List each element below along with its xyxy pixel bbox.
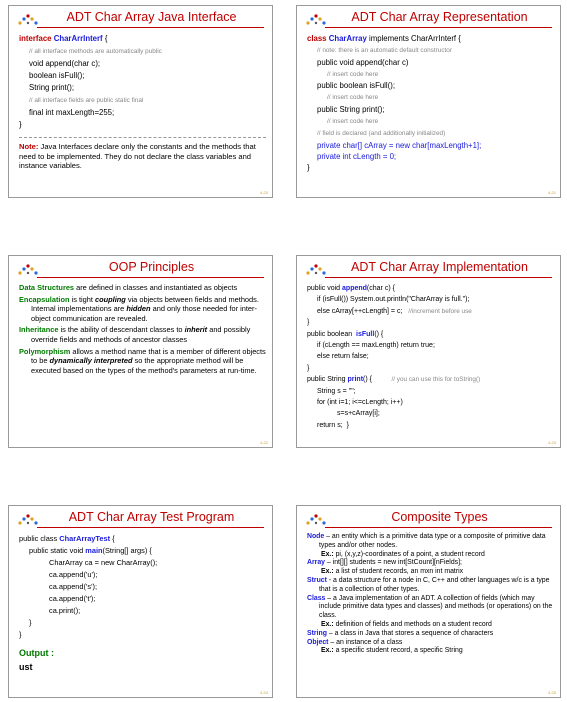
principle-item bbox=[19, 325, 266, 344]
code-comment: // you can use this for toString() bbox=[391, 376, 481, 384]
code-text: boolean isFull(); bbox=[29, 71, 85, 80]
code-text: } bbox=[307, 364, 310, 372]
code-block bbox=[19, 33, 266, 171]
code-line bbox=[307, 104, 554, 115]
code-line bbox=[19, 629, 266, 641]
code-line bbox=[307, 44, 554, 56]
principle-text: dynamically interpreted bbox=[49, 356, 133, 366]
note bbox=[19, 142, 266, 171]
example-line bbox=[307, 647, 554, 656]
example-line bbox=[307, 621, 554, 630]
code-text: implements CharArrInterf { bbox=[366, 34, 461, 43]
type-item bbox=[307, 630, 554, 639]
title-underline bbox=[37, 277, 264, 278]
dots-logo-icon bbox=[17, 512, 39, 526]
principle-text: is tight bbox=[69, 294, 95, 304]
principle-item bbox=[19, 295, 266, 324]
code-text: public void append(char c) bbox=[317, 57, 409, 67]
title-underline bbox=[325, 527, 552, 528]
slide-title: ADT Char Array Representation bbox=[351, 10, 528, 24]
code-line bbox=[307, 306, 554, 317]
code-line bbox=[19, 593, 266, 605]
slide-representation bbox=[296, 5, 561, 198]
code-text: else return false; bbox=[317, 353, 369, 361]
code-text: s=s+cArray[i]; bbox=[337, 410, 380, 418]
principle-text: and only those needed for inter-object communication are revealed. bbox=[31, 304, 257, 323]
dots-logo-icon bbox=[17, 12, 39, 26]
type-term: Struct bbox=[307, 576, 327, 584]
page-number: 4-21 bbox=[547, 190, 556, 195]
slide-header bbox=[9, 506, 272, 530]
code-block bbox=[307, 33, 554, 174]
code-keyword: class bbox=[307, 34, 327, 43]
principle-text: hidden bbox=[126, 304, 151, 314]
types-list bbox=[307, 533, 554, 656]
code-line bbox=[19, 557, 266, 569]
code-text: CharArray ca = new CharArray(); bbox=[49, 558, 158, 567]
code-text: return s; } bbox=[317, 421, 349, 429]
type-term: Node bbox=[307, 533, 325, 540]
code-text: public boolean isFull(); bbox=[317, 81, 396, 91]
code-line bbox=[19, 82, 266, 94]
example-text: a list of student records, an mxn int matrix bbox=[335, 568, 464, 576]
code-line bbox=[307, 294, 554, 305]
code-line bbox=[19, 45, 266, 58]
code-line bbox=[307, 33, 554, 44]
type-item bbox=[307, 639, 554, 648]
example-text: definition of fields and methods on a student record bbox=[335, 620, 492, 628]
code-text: ca.append('u'); bbox=[49, 570, 98, 579]
slide-header bbox=[9, 6, 272, 30]
dots-logo-icon bbox=[305, 262, 327, 276]
code-comment: // all interface methods are automatically public bbox=[29, 48, 162, 55]
code-line bbox=[307, 151, 554, 162]
type-text: – a Java implementation of an ADT. A collection of fields (which may include primitive data types and classes) and methods (or operations) on the class. bbox=[319, 594, 553, 620]
code-text: } bbox=[307, 163, 310, 173]
code-text: public void bbox=[307, 285, 343, 292]
code-line bbox=[307, 329, 554, 340]
type-item bbox=[307, 533, 554, 551]
example-text: pi, (x,y,z)-coordinates of a point, a student record bbox=[335, 550, 485, 558]
principle-text: coupling bbox=[94, 294, 126, 304]
principle-term: Encapsulation bbox=[19, 294, 70, 304]
page-number: 4-20 bbox=[259, 190, 268, 195]
example-text: a specific student record, a specific String bbox=[335, 647, 463, 655]
code-comment: // insert code here bbox=[327, 118, 379, 126]
code-line bbox=[19, 70, 266, 82]
example-label: Ex.: bbox=[321, 620, 334, 628]
page-number: 4-23 bbox=[547, 440, 556, 445]
output-section bbox=[19, 646, 266, 674]
principle-text: is the ability of descendant classes to bbox=[58, 325, 185, 335]
principle-term: Inheritance bbox=[19, 325, 59, 335]
code-comment: // insert code here bbox=[327, 94, 379, 102]
code-text: public static void bbox=[29, 546, 86, 555]
type-text: – an instance of a class bbox=[328, 638, 403, 646]
code-text: (char c) { bbox=[366, 285, 395, 292]
method-name: append bbox=[342, 285, 367, 292]
code-line bbox=[19, 58, 266, 70]
code-line bbox=[307, 351, 554, 362]
type-term: Object bbox=[307, 638, 329, 646]
code-keyword: interface bbox=[19, 34, 52, 43]
code-line bbox=[307, 91, 554, 103]
code-text: { bbox=[110, 534, 115, 543]
example-label: Ex.: bbox=[321, 550, 334, 558]
code-line bbox=[307, 57, 554, 68]
code-text: String print(); bbox=[29, 83, 75, 92]
code-line bbox=[307, 162, 554, 173]
code-field: private int cLength = 0; bbox=[317, 151, 397, 161]
example-line bbox=[307, 551, 554, 560]
slide-header bbox=[297, 506, 560, 530]
code-text: () { bbox=[363, 376, 392, 384]
type-item bbox=[307, 595, 554, 621]
principle-term: Polymorphism bbox=[19, 346, 71, 356]
code-line bbox=[307, 374, 554, 385]
title-underline bbox=[325, 277, 552, 278]
code-text: (String[] args) { bbox=[102, 546, 152, 555]
code-line bbox=[307, 397, 554, 408]
type-text: – int[][] students = new int[StCount][nFields]; bbox=[325, 559, 462, 567]
method-name: print bbox=[347, 376, 364, 384]
principle-text: so the appropriate method will be executed based on the types of the method's parameters at run-time. bbox=[31, 356, 257, 375]
code-line bbox=[307, 363, 554, 374]
code-text: if (isFull()) System.out.println("CharArray is full."); bbox=[317, 296, 470, 304]
slide-interface bbox=[8, 5, 273, 198]
slide-header bbox=[297, 6, 560, 30]
example-label: Ex.: bbox=[321, 647, 334, 655]
code-text: } bbox=[19, 120, 22, 129]
output-value: ust bbox=[19, 662, 33, 672]
code-comment: // note: there is an automatic default constructor bbox=[317, 47, 452, 55]
principle-term: Data Structures bbox=[19, 283, 75, 292]
code-text: public class bbox=[19, 534, 60, 543]
type-item bbox=[307, 577, 554, 595]
code-line bbox=[307, 317, 554, 328]
note-text: Java Interfaces declare only the constants and the methods that need to be implemented. They do not declare the class variables and instance variables. bbox=[19, 142, 256, 171]
principle-item bbox=[19, 347, 266, 376]
code-line bbox=[19, 581, 266, 593]
code-line bbox=[307, 80, 554, 91]
example-line bbox=[307, 568, 554, 577]
code-text: ca.append('s'); bbox=[49, 582, 98, 591]
example-label: Ex.: bbox=[321, 568, 334, 576]
slide-implementation bbox=[296, 255, 561, 448]
code-line bbox=[307, 127, 554, 139]
code-field: private char[] cArray = new char[maxLength+1]; bbox=[317, 140, 482, 150]
code-text: } bbox=[19, 630, 22, 639]
code-line bbox=[19, 533, 266, 545]
slide-title: ADT Char Array Java Interface bbox=[66, 10, 237, 24]
code-block bbox=[307, 283, 554, 431]
code-text: } bbox=[307, 319, 310, 327]
code-line bbox=[307, 408, 554, 419]
type-term: String bbox=[307, 629, 327, 637]
code-line bbox=[19, 569, 266, 581]
title-underline bbox=[37, 27, 264, 28]
code-text: final int maxLength=255; bbox=[29, 108, 115, 117]
code-line bbox=[307, 386, 554, 397]
page-number: 4-25 bbox=[547, 690, 556, 695]
dots-logo-icon bbox=[305, 512, 327, 526]
code-line bbox=[19, 33, 266, 45]
code-line bbox=[19, 605, 266, 617]
principle-text: inherit bbox=[184, 325, 208, 335]
title-underline bbox=[325, 27, 552, 28]
page-number: 4-24 bbox=[259, 690, 268, 695]
code-text: void append(char c); bbox=[29, 59, 101, 68]
dots-logo-icon bbox=[305, 12, 327, 26]
code-text: public String print(); bbox=[317, 104, 385, 114]
code-text: public boolean bbox=[307, 330, 357, 338]
slide-title: Composite Types bbox=[391, 510, 488, 524]
principles-list bbox=[19, 283, 266, 377]
slide-header bbox=[9, 256, 272, 280]
type-text: – a class in Java that stores a sequence of characters bbox=[326, 629, 494, 637]
code-text: } bbox=[29, 618, 32, 627]
title-underline bbox=[37, 527, 264, 528]
note-label: Note: bbox=[19, 142, 39, 151]
code-block bbox=[19, 533, 266, 641]
code-text: String s = ""; bbox=[317, 387, 356, 395]
page-number: 4-22 bbox=[259, 440, 268, 445]
code-comment: //increment before use bbox=[408, 307, 472, 315]
code-text: for (int i=1; i<=cLength; i++) bbox=[317, 399, 403, 407]
code-line bbox=[19, 107, 266, 119]
code-text: public String bbox=[307, 376, 348, 384]
slide-title: ADT Char Array Test Program bbox=[68, 510, 235, 524]
code-name: CharArrInterf bbox=[53, 34, 103, 43]
code-comment: // all interface fields are public static final bbox=[29, 97, 144, 104]
code-line bbox=[307, 115, 554, 127]
principle-text: allows a method name that is a member of different objects to be bbox=[31, 346, 266, 366]
code-line bbox=[19, 545, 266, 557]
method-name: CharArrayTest bbox=[59, 534, 111, 543]
code-comment: // field is declared (and additionally initialized) bbox=[317, 130, 446, 138]
code-line bbox=[307, 140, 554, 151]
slide-header bbox=[297, 256, 560, 280]
separator bbox=[19, 137, 266, 138]
code-line bbox=[307, 68, 554, 80]
code-line bbox=[307, 420, 554, 431]
output-label: Output : bbox=[19, 648, 54, 658]
type-item bbox=[307, 559, 554, 568]
code-line bbox=[307, 283, 554, 294]
principle-text: are defined in classes and instantiated as objects bbox=[74, 283, 238, 292]
principle-text: via objects between fields and methods. Internal implementations are bbox=[31, 294, 259, 314]
code-text: else cArray[++cLength] = c; bbox=[317, 307, 409, 315]
code-comment: // insert code here bbox=[327, 70, 379, 78]
code-text: ca.append('t'); bbox=[49, 594, 96, 603]
slide-title: OOP Principles bbox=[108, 260, 195, 274]
slide-composite-types bbox=[296, 505, 561, 698]
method-name: isFull bbox=[356, 330, 375, 338]
code-line bbox=[307, 340, 554, 351]
code-text: () { bbox=[374, 330, 384, 338]
slide-test-program bbox=[8, 505, 273, 698]
method-name: main bbox=[85, 546, 103, 555]
type-term: Class bbox=[307, 594, 326, 602]
type-text: – an entity which is a primitive data type or a composite of primitive data types and/or other nodes. bbox=[319, 533, 546, 549]
type-term: Array bbox=[307, 559, 326, 567]
code-name: CharArray bbox=[328, 34, 367, 43]
code-text: { bbox=[102, 34, 108, 43]
code-line bbox=[19, 119, 266, 131]
type-text: - a data structure for a node in C, C++ and other languages w/c is a type that is a collection of other types. bbox=[319, 576, 550, 593]
code-line bbox=[19, 617, 266, 629]
principle-item bbox=[19, 283, 266, 293]
slide-title: ADT Char Array Implementation bbox=[351, 260, 528, 274]
principle-text: and possibly override fields and methods of ancestor classes bbox=[31, 325, 251, 344]
slide-oop-principles bbox=[8, 255, 273, 448]
code-text: if (cLength == maxLength) return true; bbox=[317, 342, 435, 350]
code-text: ca.print(); bbox=[49, 606, 81, 615]
dots-logo-icon bbox=[17, 262, 39, 276]
code-line bbox=[19, 94, 266, 107]
